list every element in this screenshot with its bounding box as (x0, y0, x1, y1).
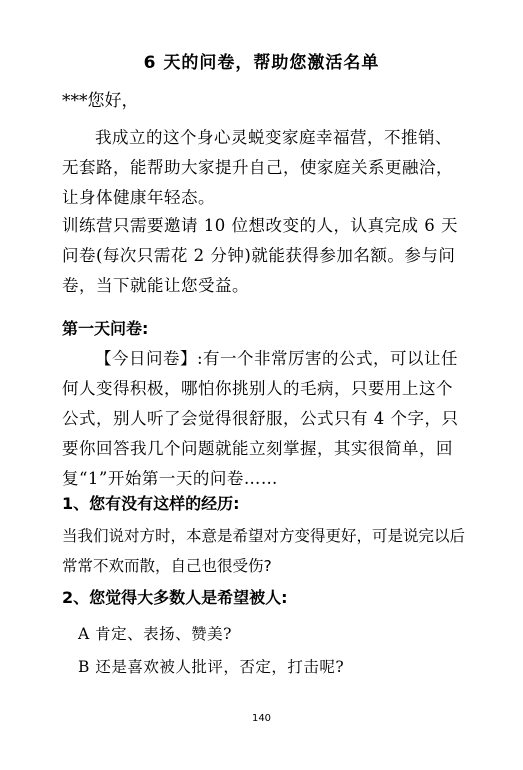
document-title: 6 天的问卷，帮助您激活名单 (143, 53, 380, 73)
option-b: B 还是喜欢被人批评，否定，打击呢? (78, 658, 345, 676)
program-paragraph: 训练营只需要邀请 10 位想改变的人，认真完成 6 天问卷(每次只需花 2 分钟)就能获得参加名额。参与问卷，当下就能让您受益。 (62, 216, 458, 295)
question-2: 2、您觉得大多数人是希望被人: (62, 588, 288, 607)
today-questionnaire-paragraph: 【今日问卷】:有一个非常厉害的公式，可以让任何人变得积极，哪怕你挑别人的毛病，只要用上这个公式，别人听了会觉得很舒服，公式只有 4 个字，只要你回答我几个问题就能立刻掌握，其实很简单，回复“1”开始第一天的问卷…… (62, 349, 459, 488)
question-1-text: 当我们说对方时，本意是希望对方变得更好，可是说完以后常常不欢而散，自己也很受伤? (62, 527, 466, 575)
intro-paragraph: 我成立的这个身心灵蜕变家庭幸福营，不推销、无套路，能帮助大家提升自己，使家庭关系更融洽，让身体健康年轻态。 (62, 128, 453, 207)
question-1: 1、您有没有这样的经历: (62, 494, 240, 513)
page-number: 140 (251, 713, 272, 724)
day-one-heading: 第一天问卷: (62, 319, 149, 338)
option-a: A 肯定、表扬、赞美? (78, 625, 232, 643)
greeting: ***您好， (62, 91, 139, 111)
